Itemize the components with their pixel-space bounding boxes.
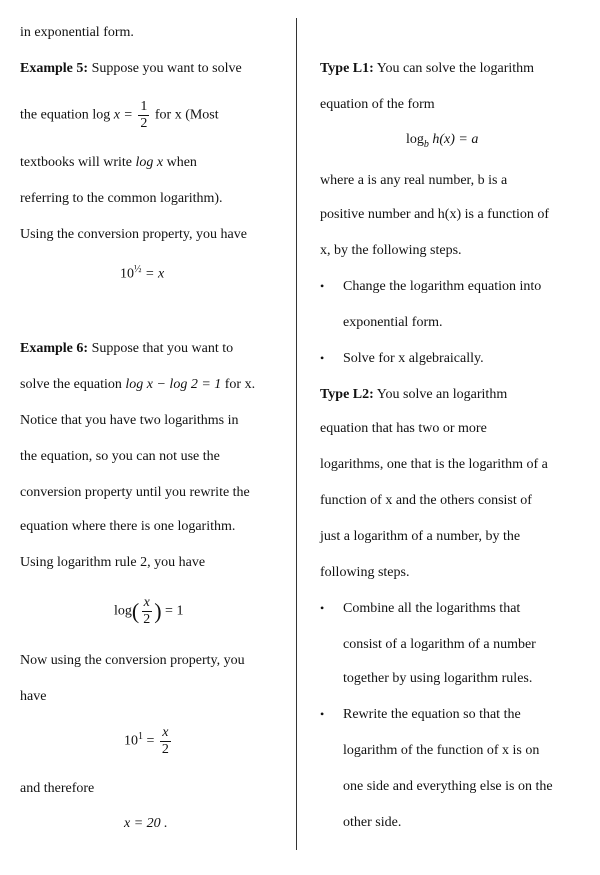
example6-line7: Using logarithm rule 2, you have (20, 555, 206, 570)
example5-line2-post: for x (Most (154, 107, 219, 123)
example5-line5: Using the conversion property, you have (20, 227, 247, 242)
example5-x: x = (113, 107, 133, 123)
example6-label: Example 6: (20, 341, 89, 356)
example6-line1-text: Suppose that you want to (91, 341, 234, 356)
typeL2-bullet2-line3: one side and everything else is on the (343, 779, 553, 794)
example6-equation1 (114, 596, 183, 627)
typeL2-bullet1-marker: • (320, 601, 325, 615)
example5-equation (120, 264, 164, 283)
typeL1-line3: where a is any real number, b is a (320, 173, 508, 188)
example5-frac-num: 1 (140, 99, 148, 114)
typeL2-line3: logarithms, one that is the logarithm of a (320, 457, 548, 472)
typeL2-bullet1-line2: consist of a logarithm of a number (343, 637, 536, 652)
example5-line3-math: log x (135, 155, 164, 170)
example6-line10: and therefore (20, 781, 95, 796)
left-paren: ( (131, 598, 140, 624)
typeL1-eq-log: log (406, 132, 424, 147)
typeL1-line1 (320, 60, 534, 78)
example5-eq-exp: ½ (134, 264, 142, 275)
typeL1-bullet1-line1: Change the logarithm equation into (343, 279, 542, 294)
example6-line9: have (20, 689, 47, 704)
typeL2-line1 (320, 386, 507, 404)
example6-equation2 (124, 726, 173, 757)
typeL2-bullet1-line3: together by using logarithm rules. (343, 671, 533, 686)
example5-line1-text: Suppose you want to solve (91, 61, 242, 76)
example5-line1 (20, 60, 242, 78)
example6-eq1-num: x (143, 595, 150, 610)
example6-eq2-eq: = (146, 733, 155, 749)
column-divider (296, 18, 297, 850)
example6-eq2-den: 2 (161, 742, 169, 757)
example5-label: Example 5: (20, 61, 89, 76)
example6-line2-post: for x. (224, 377, 256, 392)
example5-fraction (138, 100, 149, 131)
typeL1-bullet1-marker: • (320, 279, 325, 293)
example5-line2-pre: the equation (20, 107, 89, 123)
typeL2-bullet2-marker: • (320, 707, 325, 721)
example6-eq1-log: log (114, 603, 132, 619)
typeL1-line4: positive number and h(x) is a function of (320, 207, 550, 222)
example5-line3 (20, 154, 197, 172)
typeL1-bullet2-marker: • (320, 351, 325, 365)
example6-eq2-base: 10 (124, 733, 138, 749)
typeL2-label: Type L2: (320, 387, 374, 402)
typeL1-equation (406, 132, 478, 150)
typeL2-line1-text: You solve an logarithm (376, 387, 508, 402)
example5-eq-rest: = x (145, 266, 165, 282)
example6-line3: Notice that you have two logarithms in (20, 413, 239, 428)
typeL2-line2: equation that has two or more (320, 421, 487, 436)
example6-line6: equation where there is one logarithm. (20, 519, 236, 534)
example6-eq1-rest: = 1 (165, 603, 184, 619)
example6-eq1-fraction (141, 596, 152, 627)
typeL2-line5: just a logarithm of a number, by the (320, 529, 521, 544)
example5-line3-post: when (166, 155, 197, 170)
typeL2-line4: function of x and the others consist of (320, 493, 532, 508)
example6-line5: conversion property until you rewrite the (20, 485, 250, 500)
example6-equation3: x = 20 . (124, 816, 168, 831)
example5-line3-pre: textbooks will write (20, 155, 132, 170)
example6-line2-pre: solve the equation (20, 377, 122, 392)
intro-line: in exponential form. (20, 25, 134, 40)
example5-line2 (20, 100, 219, 131)
typeL1-line5: x, by the following steps. (320, 243, 462, 258)
typeL1-line1-text: You can solve the logarithm (376, 61, 535, 76)
typeL2-bullet1-line1: Combine all the logarithms that (343, 601, 521, 616)
example6-eq2-fraction (160, 726, 171, 757)
example6-line8: Now using the conversion property, you (20, 653, 245, 668)
typeL1-bullet1-line2: exponential form. (343, 315, 443, 330)
typeL1-eq-rest: h(x) = a (432, 132, 479, 147)
typeL2-bullet2-line1: Rewrite the equation so that the (343, 707, 521, 722)
example5-frac-den: 2 (140, 116, 148, 131)
example6-line4: the equation, so you can not use the (20, 449, 220, 464)
example5-eq-base: 10 (120, 266, 134, 282)
typeL1-eq-sub: b (423, 138, 429, 150)
typeL2-bullet2-line4: other side. (343, 815, 402, 830)
example6-eq2-exp: 1 (138, 731, 143, 743)
typeL2-line6: following steps. (320, 565, 410, 580)
right-paren: ) (154, 598, 162, 624)
example6-line1 (20, 340, 233, 358)
example6-eq1-den: 2 (143, 612, 151, 627)
example5-line4: referring to the common logarithm). (20, 191, 223, 206)
example6-line2-math: log x − log 2 = 1 (125, 377, 222, 392)
typeL1-bullet2-line1: Solve for x algebraically. (343, 351, 484, 366)
typeL1-line2: equation of the form (320, 97, 435, 112)
typeL1-label: Type L1: (320, 61, 374, 76)
example6-line2 (20, 376, 255, 394)
example6-eq2-num: x (162, 725, 169, 740)
example5-log: log (92, 107, 111, 123)
typeL2-bullet2-line2: logarithm of the function of x is on (343, 743, 540, 758)
